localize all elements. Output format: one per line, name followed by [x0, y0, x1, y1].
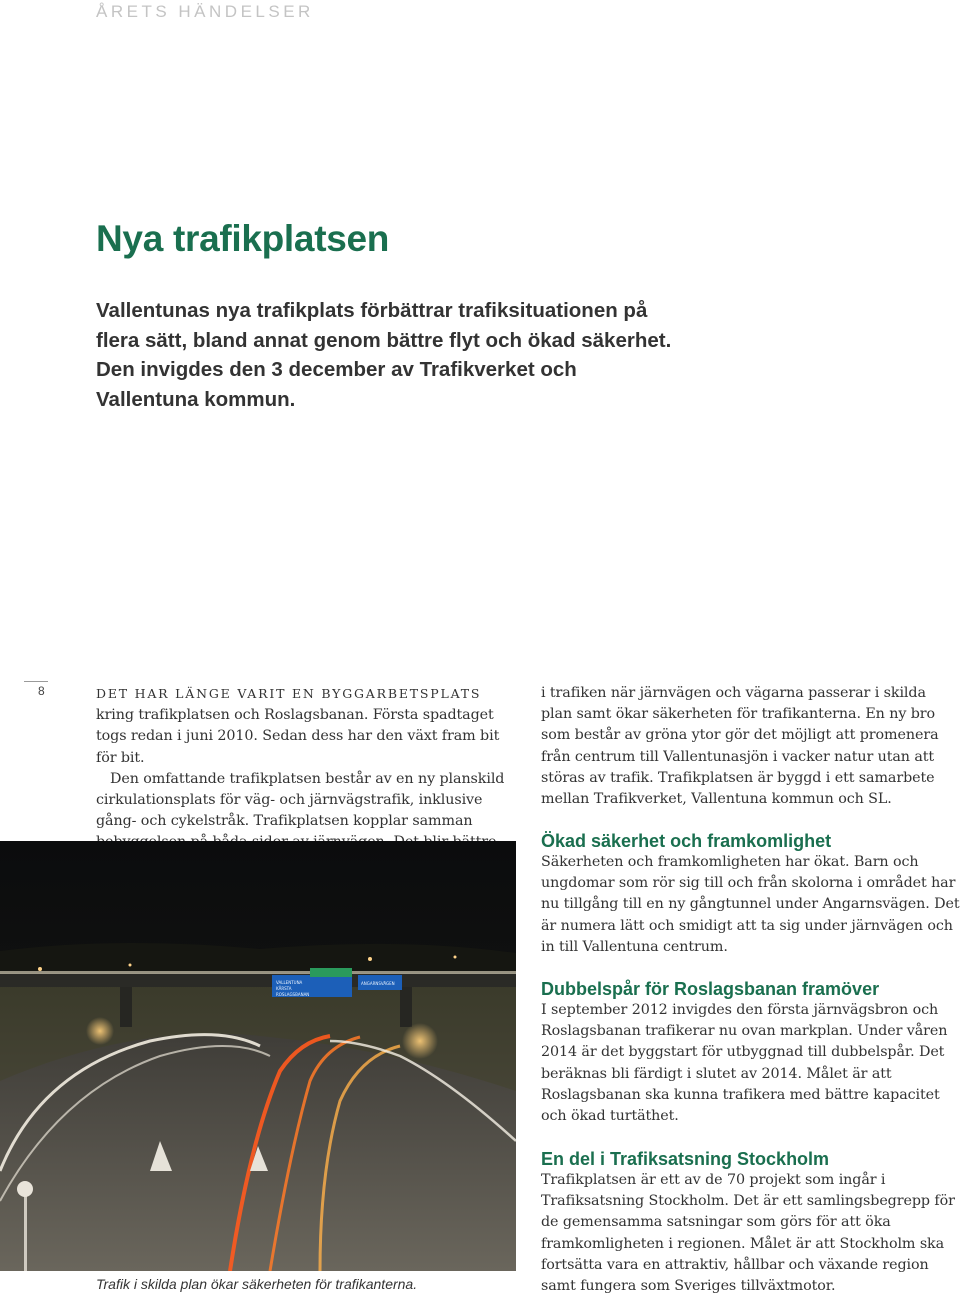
photo-caption: Trafik i skilda plan ökar säkerheten för trafikanterna. [96, 1276, 418, 1292]
bridge-railing-light [0, 971, 516, 974]
sign-label: ANGARNSVÄGEN [361, 981, 395, 986]
street-lamp-glow [86, 1017, 114, 1045]
sign-label: ROSLAGSBANAN [276, 992, 310, 997]
section-kicker: ÅRETS HÄNDELSER [96, 2, 314, 21]
section-text: Säkerheten och framkomligheten har ökat. Barn och ungdomar som rör sig till och från skolorna i området har nu tillgång till en ny gångtunnel under Angarnsvägen. Det är numera lätt och smidigt att ta sig under järnvägen och in till Vallentuna centrum. [541, 854, 960, 955]
section-traffic-initiative [541, 1148, 960, 1297]
street-lamp-glow [402, 1023, 438, 1059]
article-ingress: Vallentunas nya trafikplats förbättrar trafiksituationen på flera sätt, bland annat genom bättre flyt och ökad säkerhet. Den invigdes den 3 december av Trafikverket och Vallentuna kommun. [96, 299, 672, 411]
bridge-pillar [120, 987, 132, 1027]
distant-light [368, 957, 372, 961]
distant-light [38, 967, 42, 971]
section-heading: Ökad säkerhet och framkomlighet [541, 831, 832, 851]
section-heading: En del i Trafiksatsning Stockholm [541, 1149, 830, 1169]
page-number-rule [24, 681, 48, 682]
section-heading: Dubbelspår för Roslagsbanan framöver [541, 979, 880, 999]
lead-rest: kring trafikplatsen och Roslagsbanan. Första spadtaget togs redan i juni 2010. Sedan dess har den växt fram bit för bit. [96, 707, 500, 766]
street-sign [17, 1181, 33, 1197]
right-column-top [541, 683, 960, 810]
distant-light [454, 956, 457, 959]
paragraph-3: i trafiken när järnvägen och vägarna passerar i skilda plan samt ökar säkerheten för trafikanterna. En ny bro som består av gröna ytor gör det möjligt att promenera från centrum till Vallentunasjön i vacker natur utan att störas av trafik. Trafikplatsen är byggd i ett samarbete mellan Trafikverket, Vallentuna kommun och SL. [541, 685, 939, 808]
page-number: 8 [38, 684, 45, 698]
lead-caps: DET HAR LÄNGE VARIT EN BYGGARBETSPLATS [96, 686, 482, 701]
section-text: I september 2012 invigdes den första järnvägsbron och Roslagsbanan trafikerar nu ovan markplan. Under våren 2014 är det byggstart för utbyggnad till dubbelspår. Det beräknas bli färdigt i slutet av 2014. Målet är att Roslagsbanan ska kunna trafikera med bättre kapacitet och ökad turtäthet. [541, 1002, 948, 1125]
bridge-deck [0, 973, 516, 987]
bridge-pillar [400, 987, 412, 1027]
road-sign-green-band [310, 968, 352, 977]
section-text: Trafikplatsen är ett av de 70 projekt som ingår i Trafiksatsning Stockholm. Det är ett samlingsbegrepp för de gemensamma satsningar som görs för att öka framkomligheten i regionen. Målet är att Stockholm ska fortsätta vara en attraktiv, hållbar och växande region samt fungera som Sveriges tillväxtmotor. [541, 1172, 955, 1295]
distant-light [129, 964, 132, 967]
sign-label: VALLENTUNA [276, 980, 303, 985]
section-double-track [541, 978, 960, 1127]
photo-illustration [0, 841, 516, 1271]
section-safety [541, 830, 960, 958]
night-traffic-photo [0, 841, 516, 1271]
sign-label: KÅRSTA [276, 986, 292, 991]
lead-paragraph [96, 683, 508, 769]
paragraph-2: Den omfattande trafikplatsen består av en ny planskild cirkulationsplats för väg- och järnvägstrafik, inklusive gång- och cykelstråk. Trafikplatsen kopplar samman [96, 770, 505, 830]
article-title: Nya trafikplatsen [96, 218, 390, 259]
street-pole [24, 1191, 27, 1271]
